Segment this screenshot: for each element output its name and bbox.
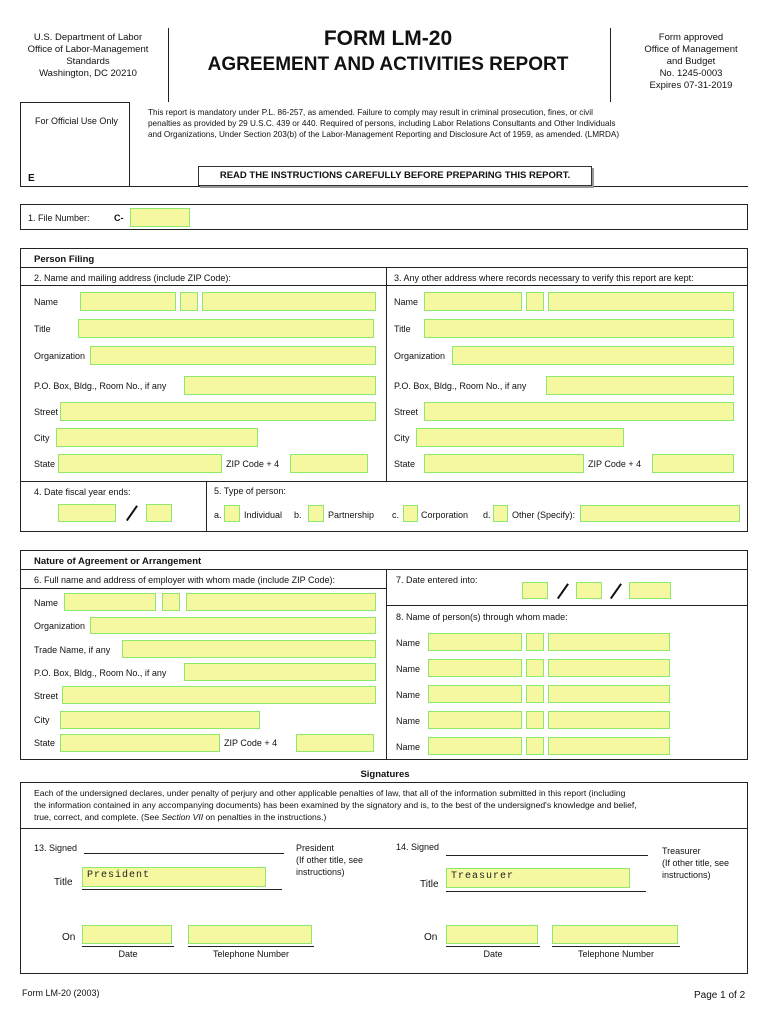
zip-label: ZIP Code + 4 xyxy=(588,459,642,469)
street-label: Street xyxy=(34,407,59,417)
corporation-label: Corporation xyxy=(421,510,469,520)
item3-state-input[interactable] xyxy=(424,454,584,473)
phone13-label: Telephone Number xyxy=(212,949,290,959)
item3-label: 3. Any other address where records necessary to verify this report are kept: xyxy=(394,273,694,283)
employer-middle-initial-input[interactable] xyxy=(162,593,180,611)
phone14-label: Telephone Number xyxy=(577,949,655,959)
declaration-line: Each of the undersigned declares, under penalty of perjury and other applicable penalties of law, that all of the information submitted in this report (including xyxy=(34,788,626,798)
person-filing-title: Person Filing xyxy=(34,254,95,265)
item3-city-input[interactable] xyxy=(416,428,624,447)
organization-label: Organization xyxy=(394,351,446,361)
date13-label: Date xyxy=(118,949,138,959)
item6-label: 6. Full name and address of employer with whom made (include ZIP Code): xyxy=(34,575,335,585)
note-line: instructions) xyxy=(662,870,711,880)
zip-label: ZIP Code + 4 xyxy=(224,738,278,748)
note-line: (If other title, see xyxy=(662,858,730,868)
intermediary-3-mi-input[interactable] xyxy=(526,685,544,703)
item3-first-name-input[interactable] xyxy=(424,292,522,311)
item3-last-name-input[interactable] xyxy=(548,292,734,311)
employer-organization-input[interactable] xyxy=(90,617,376,634)
title14-label: Title xyxy=(420,879,439,890)
divider xyxy=(386,569,387,760)
date14-label: Date xyxy=(483,949,503,959)
intermediary-2-last-input[interactable] xyxy=(548,659,670,677)
title13-label: Title xyxy=(54,877,73,888)
omb-line: Form approved xyxy=(658,32,724,43)
zip-label: ZIP Code + 4 xyxy=(226,459,280,469)
organization-label: Organization xyxy=(34,621,86,631)
street-label: Street xyxy=(394,407,419,417)
title-label: Title xyxy=(34,324,51,334)
form-subtitle: AGREEMENT AND ACTIVITIES REPORT xyxy=(207,54,569,75)
form-title: FORM LM-20 xyxy=(323,27,453,50)
partnership-label: Partnership xyxy=(328,510,375,520)
option-b-letter: b. xyxy=(294,510,302,520)
name-label: Name xyxy=(394,297,419,307)
date13-line xyxy=(82,946,174,947)
signature14-line[interactable] xyxy=(446,855,648,856)
omb-line: and Budget xyxy=(666,56,716,67)
intermediary-3-last-input[interactable] xyxy=(548,685,670,703)
notice-line: penalties as provided by 29 U.S.C. 439 or 440. Required of persons, including Labor Relations Consultants and Other Individuals xyxy=(148,119,616,128)
trade-name-label: Trade Name, if any xyxy=(34,645,111,655)
date14-line xyxy=(446,946,540,947)
item3-street-input[interactable] xyxy=(424,402,734,421)
omb-line: Expires 07-31-2019 xyxy=(649,80,733,91)
signed14-label: 14. Signed xyxy=(396,842,440,852)
partnership-checkbox[interactable] xyxy=(308,505,324,522)
date14-input[interactable] xyxy=(446,925,538,944)
name-label: Name xyxy=(396,638,421,648)
instructions-banner xyxy=(198,166,592,186)
on14-label: On xyxy=(424,932,438,943)
phone14-line xyxy=(552,946,680,947)
divider xyxy=(20,285,748,286)
city-label: City xyxy=(34,433,50,443)
name-label: Name xyxy=(396,716,421,726)
item2-city-input[interactable] xyxy=(56,428,258,447)
name-label: Name xyxy=(34,598,59,608)
item3-middle-initial-input[interactable] xyxy=(526,292,544,311)
intermediary-3-first-input[interactable] xyxy=(428,685,522,703)
item3-po-box-input[interactable] xyxy=(546,376,734,395)
title14-line xyxy=(446,891,646,892)
individual-checkbox[interactable] xyxy=(224,505,240,522)
divider xyxy=(20,481,748,482)
signature13-line[interactable] xyxy=(84,853,284,854)
date-entered-day-input[interactable] xyxy=(576,582,602,599)
employer-trade-name-input[interactable] xyxy=(122,640,376,658)
fiscal-month-input[interactable] xyxy=(58,504,116,522)
po-box-label: P.O. Box, Bldg., Room No., if any xyxy=(34,668,167,678)
employer-state-input[interactable] xyxy=(60,734,220,752)
item2-organization-input[interactable] xyxy=(90,346,376,365)
intermediary-5-last-input[interactable] xyxy=(548,737,670,755)
omb-line: Office of Management xyxy=(644,44,738,55)
employer-street-input[interactable] xyxy=(62,686,376,704)
item3-organization-input[interactable] xyxy=(452,346,734,365)
agency-line: Standards xyxy=(66,56,110,67)
city-label: City xyxy=(394,433,410,443)
name-label: Name xyxy=(396,664,421,674)
president-note xyxy=(296,842,363,878)
agency-line: U.S. Department of Labor xyxy=(33,32,143,43)
item3-zip-input[interactable] xyxy=(652,454,734,473)
divider xyxy=(20,828,748,829)
declaration-line: the information contained in any accompanying documents) has been examined by the signatory and is, to the best of the undersigned's knowledge and belief, xyxy=(34,800,637,810)
intermediary-2-first-input[interactable] xyxy=(428,659,522,677)
declaration-text: on penalties in the instructions.) xyxy=(203,812,327,822)
note-line: instructions) xyxy=(296,867,345,877)
organization-label: Organization xyxy=(34,351,86,361)
state-label: State xyxy=(34,459,56,469)
other-specify-label: Other (Specify): xyxy=(512,510,576,520)
employer-city-input[interactable] xyxy=(60,711,260,729)
item5-label: 5. Type of person: xyxy=(214,486,286,496)
divider xyxy=(20,569,748,570)
po-box-label: P.O. Box, Bldg., Room No., if any xyxy=(34,381,167,391)
title-label: Title xyxy=(394,324,411,334)
intermediary-5-mi-input[interactable] xyxy=(526,737,544,755)
instructions-text: READ THE INSTRUCTIONS CAREFULLY BEFORE PREPARING THIS REPORT. xyxy=(219,170,571,181)
option-a-letter: a. xyxy=(214,510,222,520)
item7-label: 7. Date entered into: xyxy=(396,575,478,585)
treasurer-note xyxy=(662,845,729,881)
item4-label: 4. Date fiscal year ends: xyxy=(34,487,131,497)
other-checkbox[interactable] xyxy=(493,505,508,522)
intermediary-5-first-input[interactable] xyxy=(428,737,522,755)
intermediary-2-mi-input[interactable] xyxy=(526,659,544,677)
official-use-box xyxy=(20,102,130,187)
divider xyxy=(386,605,748,606)
employer-last-name-input[interactable] xyxy=(186,593,376,611)
divider xyxy=(20,588,386,589)
corporation-checkbox[interactable] xyxy=(403,505,418,522)
file-number-label: 1. File Number: xyxy=(28,213,90,223)
intermediary-1-mi-input[interactable] xyxy=(526,633,544,651)
fiscal-day-input[interactable] xyxy=(146,504,172,522)
item2-zip-input[interactable] xyxy=(290,454,368,473)
other-specify-input[interactable] xyxy=(580,505,740,522)
employer-po-box-input[interactable] xyxy=(184,663,376,681)
state-label: State xyxy=(394,459,416,469)
signatures-title: Signatures xyxy=(360,769,410,780)
name-label: Name xyxy=(34,297,59,307)
signed13-label: 13. Signed xyxy=(34,843,78,853)
item2-first-name-input[interactable] xyxy=(80,292,176,311)
street-label: Street xyxy=(34,691,59,701)
employer-first-name-input[interactable] xyxy=(64,593,156,611)
banner-line xyxy=(130,186,748,187)
official-use-label: For Official Use Only xyxy=(35,116,118,126)
note-line: (If other title, see xyxy=(296,855,364,865)
item3-title-input[interactable] xyxy=(424,319,734,338)
item2-state-input[interactable] xyxy=(58,454,222,473)
file-number-prefix: C- xyxy=(114,213,124,223)
title14-input[interactable]: Treasurer xyxy=(446,868,630,888)
city-label: City xyxy=(34,715,50,725)
date13-input[interactable] xyxy=(82,925,172,944)
header-divider xyxy=(610,28,611,102)
state-label: State xyxy=(34,738,56,748)
note-line: Treasurer xyxy=(662,846,701,856)
omb-block xyxy=(626,32,756,92)
declaration-section-ref: Section VII xyxy=(161,812,204,822)
declaration-text: true, correct, and complete. (See xyxy=(34,812,162,822)
note-line: President xyxy=(296,843,335,853)
employer-zip-input[interactable] xyxy=(296,734,374,752)
item2-label: 2. Name and mailing address (include ZIP Code): xyxy=(34,273,231,283)
on13-label: On xyxy=(62,932,76,943)
omb-line: No. 1245-0003 xyxy=(659,68,723,79)
agreement-title: Nature of Agreement or Arrangement xyxy=(34,556,202,567)
item8-label: 8. Name of person(s) through whom made: xyxy=(396,612,568,622)
intermediary-4-first-input[interactable] xyxy=(428,711,522,729)
phone13-line xyxy=(188,946,314,947)
item2-last-name-input[interactable] xyxy=(202,292,376,311)
intermediary-1-last-input[interactable] xyxy=(548,633,670,651)
name-label: Name xyxy=(396,690,421,700)
agency-line: Office of Labor-Management xyxy=(27,44,149,55)
title13-line xyxy=(82,889,282,890)
individual-label: Individual xyxy=(244,510,283,520)
agency-block xyxy=(18,32,158,80)
title13-input[interactable]: President xyxy=(82,867,266,887)
notice-line: and Organizations, Under Section 203(b) of the Labor-Management Reporting and Disclosure Act of 1959, as amended. (LMRDA) xyxy=(148,130,620,139)
date-entered-year-input[interactable] xyxy=(629,582,671,599)
official-use-code: E xyxy=(28,173,35,184)
name-label: Name xyxy=(396,742,421,752)
agency-line: Washington, DC 20210 xyxy=(39,68,137,79)
po-box-label: P.O. Box, Bldg., Room No., if any xyxy=(394,381,527,391)
item2-street-input[interactable] xyxy=(60,402,376,421)
option-c-letter: c. xyxy=(392,510,400,520)
item2-middle-initial-input[interactable] xyxy=(180,292,198,311)
date-entered-month-input[interactable] xyxy=(522,582,548,599)
notice-text xyxy=(148,107,758,140)
declaration-line xyxy=(34,811,740,823)
file-number-input[interactable] xyxy=(130,208,190,227)
item2-title-input[interactable] xyxy=(78,319,374,338)
phone14-input[interactable] xyxy=(552,925,678,944)
divider xyxy=(206,481,207,532)
intermediary-4-last-input[interactable] xyxy=(548,711,670,729)
notice-line: This report is mandatory under P.L. 86-257, as amended. Failure to comply may result in criminal prosecution, fines, or civil xyxy=(148,108,593,117)
intermediary-1-first-input[interactable] xyxy=(428,633,522,651)
phone13-input[interactable] xyxy=(188,925,312,944)
divider xyxy=(386,267,387,481)
option-d-letter: d. xyxy=(483,510,491,520)
form-id-footer: Form LM-20 (2003) xyxy=(22,988,100,998)
intermediary-4-mi-input[interactable] xyxy=(526,711,544,729)
page-number: Page 1 of 2 xyxy=(694,990,746,1001)
item2-po-box-input[interactable] xyxy=(184,376,376,395)
declaration xyxy=(34,787,740,823)
divider xyxy=(20,267,748,268)
